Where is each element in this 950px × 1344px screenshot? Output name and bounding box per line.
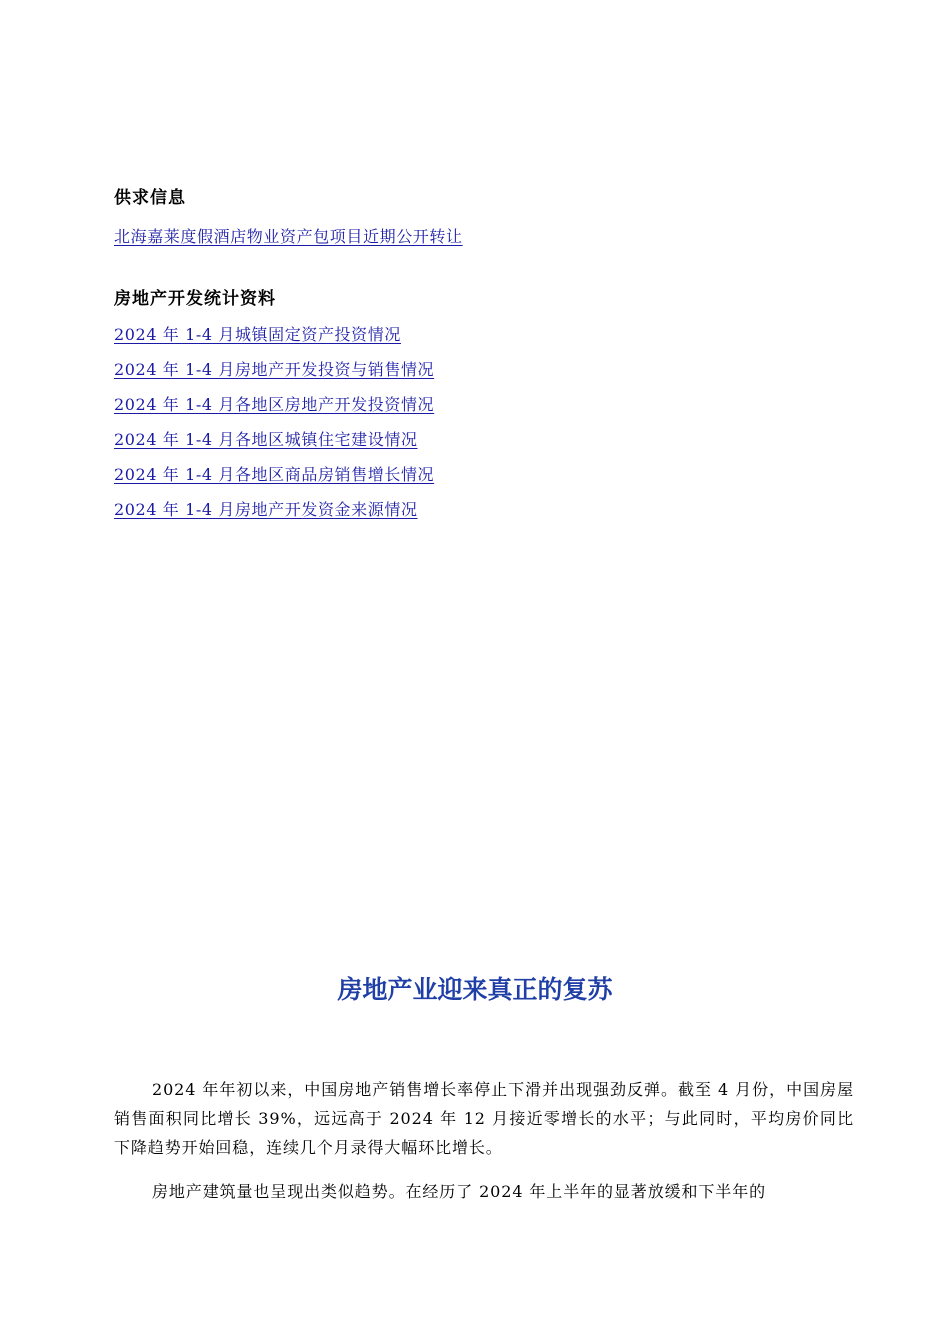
stats-link-development-investment-sales[interactable]: 2024 年 1-4 月房地产开发投资与销售情况 bbox=[114, 360, 435, 379]
stats-link-regional-sales-growth[interactable]: 2024 年 1-4 月各地区商品房销售增长情况 bbox=[114, 465, 435, 484]
article-paragraph: 房地产建筑量也呈现出类似趋势。在经历了 2024 年上半年的显著放缓和下半年的 bbox=[152, 1182, 766, 1201]
article-title: 房地产业迎来真正的复苏 bbox=[337, 975, 613, 1004]
supply-demand-heading: 供求信息 bbox=[114, 188, 186, 208]
project-transfer-link[interactable]: 北海嘉莱度假酒店物业资产包项目近期公开转让 bbox=[114, 227, 463, 246]
stats-link-funding-sources[interactable]: 2024 年 1-4 月房地产开发资金来源情况 bbox=[114, 500, 418, 519]
stats-link-regional-housing-construction[interactable]: 2024 年 1-4 月各地区城镇住宅建设情况 bbox=[114, 430, 418, 449]
stats-link-fixed-asset-investment[interactable]: 2024 年 1-4 月城镇固定资产投资情况 bbox=[114, 325, 401, 344]
article-paragraph: 2024 年年初以来，中国房地产销售增长率停止下滑并出现强劲反弹。截至 4 月份，中国房屋销售面积同比增长 39%，远远高于 2024 年 12 月接近零增长的水平；与此同时，平均房价同比下降趋势开始回稳，连续几个月录得大幅环比增长。 bbox=[114, 1080, 854, 1157]
statistics-heading: 房地产开发统计资料 bbox=[114, 289, 276, 309]
stats-link-regional-development-investment[interactable]: 2024 年 1-4 月各地区房地产开发投资情况 bbox=[114, 395, 435, 414]
